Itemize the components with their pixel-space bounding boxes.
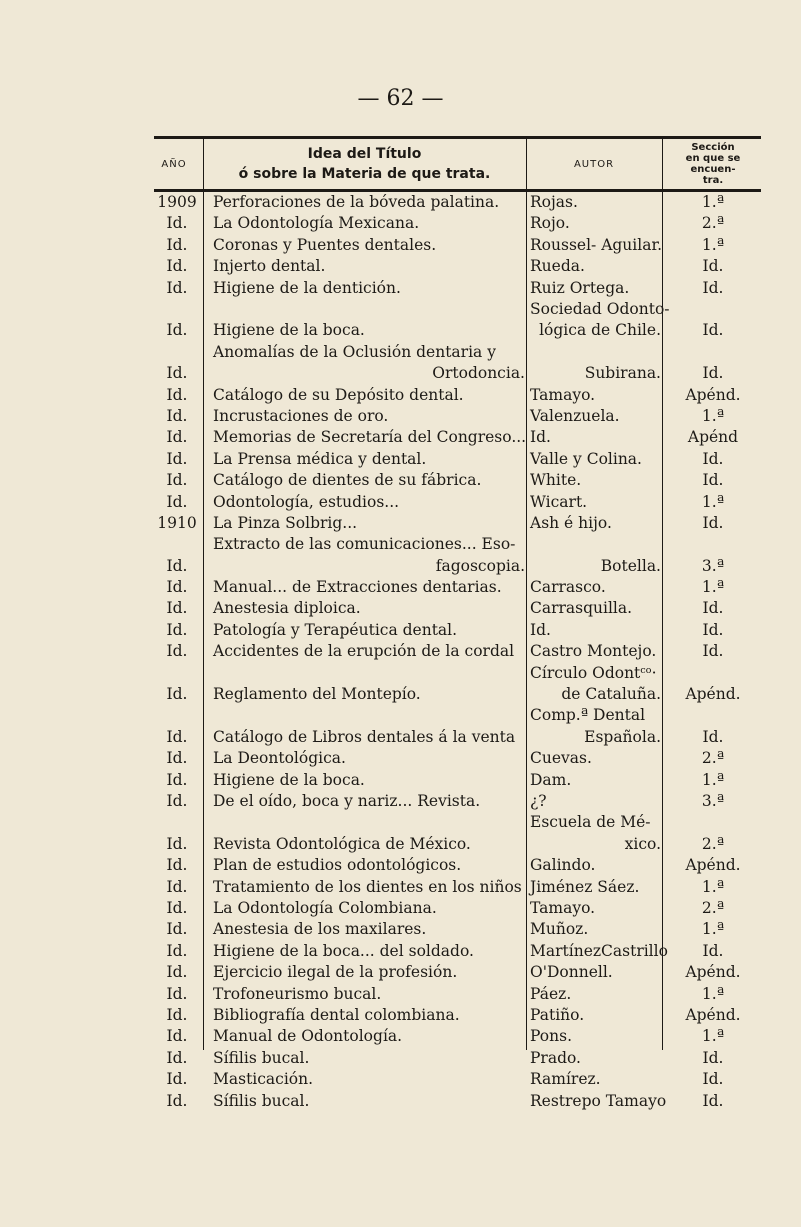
cell-section: 2.ª — [701, 749, 725, 768]
cell-title — [213, 984, 525, 1005]
cell-title — [213, 641, 525, 662]
table-row — [0, 598, 801, 619]
cell-author — [530, 598, 661, 619]
cell-author-line: Rojas. — [530, 193, 578, 211]
cell-year: Id. — [166, 642, 188, 661]
cell-author-line: O'Donnell. — [530, 963, 613, 982]
cell-year: Id. — [166, 214, 188, 233]
cell-author-line: Prado. — [530, 1048, 581, 1067]
table-row — [0, 213, 801, 234]
cell-section: 1.ª — [701, 877, 725, 896]
cell-year: Id. — [166, 257, 188, 276]
table-row — [0, 513, 801, 534]
cell-author-line — [530, 342, 661, 363]
cell-section: Id. — [702, 1070, 724, 1089]
cell-title — [213, 213, 525, 234]
cell-title-line: Catálogo de Libros dentales á la venta — [213, 727, 516, 746]
cell-year: Id. — [166, 578, 188, 597]
cell-section: Id. — [702, 1091, 724, 1110]
table-row — [0, 1026, 801, 1047]
cell-section: Id. — [702, 1048, 724, 1067]
cell-section: Id. — [702, 278, 724, 297]
cell-section: 1.ª — [701, 193, 725, 211]
cell-author — [530, 791, 661, 812]
cell-author-line: Tamayo. — [530, 898, 596, 917]
cell-title — [213, 513, 525, 534]
cell-section: Id. — [702, 642, 724, 661]
cell-year: Id. — [166, 792, 188, 811]
cell-section: Id. — [702, 449, 724, 468]
cell-title — [213, 898, 525, 919]
cell-title-line: Sífilis bucal. — [213, 1048, 310, 1067]
cell-title-line: Trofoneurismo bucal. — [213, 984, 382, 1003]
cell-year: Id. — [166, 364, 188, 383]
table-row — [0, 641, 801, 662]
cell-author — [530, 235, 661, 256]
cell-author — [530, 984, 661, 1005]
cell-year: Id. — [166, 1048, 188, 1067]
cell-title — [213, 1091, 525, 1112]
cell-author-line: Rueda. — [530, 257, 585, 276]
cell-author-line: xico. — [624, 834, 661, 853]
cell-author — [530, 1005, 661, 1026]
cell-author-line: Escuela de Mé- — [530, 813, 651, 832]
cell-title-line: Ortodoncia. — [432, 364, 525, 383]
cell-author — [530, 534, 661, 577]
header-year: AÑO — [161, 158, 187, 170]
cell-section: 1.ª — [701, 920, 725, 939]
cell-title-line: Bibliografía dental colombiana. — [213, 1005, 460, 1024]
cell-year: Id. — [166, 856, 188, 875]
cell-title-line: La Odontología Colombiana. — [213, 898, 437, 917]
cell-year: Id. — [166, 749, 188, 768]
cell-author-line — [530, 534, 661, 555]
cell-year: Id. — [166, 770, 188, 789]
cell-author-line: Jiménez Sáez. — [530, 877, 640, 896]
cell-title — [213, 684, 525, 705]
cell-title — [213, 427, 525, 448]
cell-section: Apénd. — [685, 1005, 741, 1024]
cell-section: Apénd. — [685, 385, 741, 404]
table-row — [0, 877, 801, 898]
cell-author — [530, 812, 661, 855]
table-row — [0, 492, 801, 513]
cell-author-line: Valle y Colina. — [530, 449, 642, 468]
cell-author-line: Id. — [530, 428, 551, 447]
cell-section: Apénd. — [685, 685, 741, 704]
cell-year: 1909 — [157, 193, 197, 211]
cell-title-line: Revista Odontológica de México. — [213, 834, 471, 853]
table-row — [0, 534, 801, 577]
table-row — [0, 192, 801, 213]
cell-title-line: Higiene de la dentición. — [213, 278, 401, 297]
cell-author-line: Sociedad Odonto- — [530, 299, 670, 318]
cell-year: Id. — [166, 984, 188, 1003]
cell-title — [213, 192, 525, 213]
cell-author — [530, 213, 661, 234]
cell-author-line: ¿? — [530, 792, 547, 811]
table-row — [0, 299, 801, 342]
header-section-line: encuen- — [690, 164, 736, 175]
cell-title — [213, 620, 525, 641]
header-section — [663, 140, 763, 188]
cell-title-line: Sífilis bucal. — [213, 1091, 310, 1110]
table-row — [0, 620, 801, 641]
cell-author-line: Carrasco. — [530, 578, 606, 597]
cell-title — [213, 919, 525, 940]
cell-title-line: Reglamento del Montepío. — [213, 685, 421, 704]
cell-author — [530, 641, 661, 662]
cell-author — [530, 192, 661, 213]
cell-author — [530, 770, 661, 791]
cell-author-line: Patiño. — [530, 1005, 585, 1024]
cell-author — [530, 513, 661, 534]
cell-author-line: Dam. — [530, 770, 572, 789]
cell-title — [213, 962, 525, 983]
cell-year: Id. — [166, 1070, 188, 1089]
cell-year: Id. — [166, 620, 188, 639]
cell-author — [530, 577, 661, 598]
cell-title-line: Higiene de la boca. — [213, 321, 365, 340]
cell-author-line: Carrasquilla. — [530, 599, 633, 618]
cell-title-line: Catálogo de dientes de su fábrica. — [213, 471, 482, 490]
cell-title — [213, 406, 525, 427]
cell-section: 1.ª — [701, 578, 725, 597]
cell-title — [213, 470, 525, 491]
cell-year: Id. — [166, 920, 188, 939]
header-section-line: en que se — [685, 153, 741, 164]
cell-title — [213, 791, 525, 812]
cell-author — [530, 256, 661, 277]
cell-author — [530, 449, 661, 470]
cell-year: Id. — [166, 963, 188, 982]
cell-title — [213, 1026, 525, 1047]
cell-title — [213, 256, 525, 277]
table-row — [0, 705, 801, 748]
cell-author — [530, 299, 670, 342]
cell-section: 3.ª — [701, 792, 725, 811]
cell-title-line: Injerto dental. — [213, 257, 326, 276]
cell-title-line: La Pinza Solbrig... — [213, 513, 358, 532]
cell-title-line: Anestesia diploica. — [213, 599, 361, 618]
cell-title — [213, 1069, 525, 1090]
cell-author — [530, 342, 661, 385]
header-title — [204, 140, 525, 188]
table-row — [0, 1005, 801, 1026]
cell-year: Id. — [166, 321, 188, 340]
cell-section: Id. — [702, 599, 724, 618]
cell-title — [213, 278, 525, 299]
cell-author-line: Ash é hijo. — [530, 513, 612, 532]
page-number: — 62 — — [357, 86, 444, 111]
cell-title — [213, 342, 525, 385]
cell-author — [530, 705, 661, 748]
cell-title — [213, 235, 525, 256]
cell-year: Id. — [166, 834, 188, 853]
cell-author-line: Cuevas. — [530, 749, 592, 768]
cell-author-line: Botella. — [600, 556, 661, 575]
cell-year: Id. — [166, 1027, 188, 1046]
cell-author-line: Páez. — [530, 984, 572, 1003]
cell-title-line: La Odontología Mexicana. — [213, 214, 420, 233]
cell-author — [530, 1048, 661, 1069]
table-row — [0, 1069, 801, 1090]
cell-author — [530, 492, 661, 513]
cell-year: Id. — [166, 406, 188, 425]
cell-section: 2.ª — [701, 214, 725, 233]
header-title-line: ó sobre la Materia de que trata. — [238, 166, 491, 182]
cell-title — [213, 598, 525, 619]
table-row — [0, 1048, 801, 1069]
table-row — [0, 470, 801, 491]
cell-year: Id. — [166, 385, 188, 404]
table-row — [0, 577, 801, 598]
cell-author-line: Pons. — [530, 1027, 572, 1046]
cell-title-line: Manual de Odontología. — [213, 1027, 403, 1046]
cell-section: Id. — [702, 620, 724, 639]
cell-title-line: Ejercicio ilegal de la profesión. — [213, 963, 458, 982]
cell-author-line: Círculo Odontᶜᵒ· — [530, 663, 657, 682]
cell-author-line: lógica de Chile. — [539, 321, 661, 340]
cell-title — [213, 449, 525, 470]
table-body — [0, 192, 801, 1112]
header-section-line: tra. — [702, 175, 724, 186]
cell-title-line: Memorias de Secretaría del Congreso... — [213, 428, 527, 447]
cell-author — [530, 748, 661, 769]
cell-author-line: Castro Montejo. — [530, 642, 657, 661]
cell-section: Id. — [702, 364, 724, 383]
cell-section: 1.ª — [701, 770, 725, 789]
cell-author — [530, 470, 661, 491]
cell-section: Apénd — [687, 428, 739, 447]
table-row — [0, 791, 801, 812]
cell-author — [530, 1026, 661, 1047]
cell-title-line: Masticación. — [213, 1070, 314, 1089]
cell-author — [530, 385, 661, 406]
cell-year: Id. — [166, 235, 188, 254]
table-row — [0, 1091, 801, 1112]
header-title-line: Idea del Título — [307, 146, 422, 162]
cell-author-line: Tamayo. — [530, 385, 596, 404]
table-row — [0, 663, 801, 706]
table-row — [0, 919, 801, 940]
cell-author-line: Id. — [530, 620, 551, 639]
cell-title-line: Accidentes de la erupción de la cordal — [213, 642, 515, 661]
cell-section: Id. — [702, 513, 724, 532]
header-author: AUTOR — [573, 158, 615, 170]
cell-year: Id. — [166, 1091, 188, 1110]
cell-title-line: Coronas y Puentes dentales. — [213, 235, 437, 254]
cell-author — [530, 663, 661, 706]
cell-author — [530, 406, 661, 427]
cell-title-line: Odontología, estudios... — [213, 492, 400, 511]
cell-title — [213, 577, 525, 598]
cell-author-line: MartínezCastrillo — [530, 941, 668, 960]
cell-title-line: Patología y Terapéutica dental. — [213, 620, 458, 639]
cell-year: Id. — [166, 685, 188, 704]
table-row — [0, 812, 801, 855]
cell-author — [530, 898, 661, 919]
cell-title — [213, 727, 525, 748]
cell-title — [213, 748, 525, 769]
table-row — [0, 427, 801, 448]
cell-author-line: Roussel- Aguilar. — [530, 235, 663, 254]
cell-section: Id. — [702, 941, 724, 960]
cell-author — [530, 620, 661, 641]
cell-title-line: Higiene de la boca... del soldado. — [213, 941, 474, 960]
cell-author-line: Wicart. — [530, 492, 588, 511]
cell-section: 1.ª — [701, 984, 725, 1003]
table-row — [0, 770, 801, 791]
cell-author — [530, 427, 661, 448]
cell-section: 1.ª — [701, 406, 725, 425]
cell-title — [213, 877, 525, 898]
cell-title-line: Extracto de las comunicaciones... Eso- — [213, 535, 516, 554]
table-row — [0, 962, 801, 983]
cell-author-line: Rojo. — [530, 214, 570, 233]
cell-title-line: Anomalías de la Oclusión dentaria y — [213, 342, 496, 361]
cell-title-line: Manual... de Extracciones dentarias. — [213, 578, 502, 597]
cell-section: Id. — [702, 471, 724, 490]
cell-section: 3.ª — [701, 556, 725, 575]
cell-year: Id. — [166, 449, 188, 468]
cell-author — [530, 941, 668, 962]
cell-year: Id. — [166, 492, 188, 511]
cell-author-line: Restrepo Tamayo — [530, 1091, 667, 1110]
cell-section: Id. — [702, 727, 724, 746]
table-row — [0, 941, 801, 962]
cell-title-line: Incrustaciones de oro. — [213, 406, 389, 425]
table-row — [0, 449, 801, 470]
table-row — [0, 984, 801, 1005]
cell-title-line: fagoscopia. — [435, 556, 525, 575]
cell-author — [530, 278, 661, 299]
table-row — [0, 256, 801, 277]
cell-title-line: Perforaciones de la bóveda palatina. — [213, 193, 500, 211]
table-row — [0, 855, 801, 876]
table-row — [0, 898, 801, 919]
cell-author-line: Subirana. — [584, 364, 661, 383]
cell-author-line: de Cataluña. — [561, 685, 661, 704]
cell-author — [530, 962, 661, 983]
cell-title — [213, 534, 525, 577]
cell-title-line: Anestesia de los maxilares. — [213, 920, 427, 939]
cell-title — [213, 941, 525, 962]
cell-title — [213, 385, 525, 406]
cell-section: 2.ª — [701, 834, 725, 853]
cell-year: Id. — [166, 428, 188, 447]
cell-author-line: Comp.ª Dental — [530, 706, 646, 725]
cell-author — [530, 1069, 661, 1090]
cell-title — [213, 320, 525, 341]
cell-year: Id. — [166, 556, 188, 575]
cell-year: Id. — [166, 278, 188, 297]
cell-title-line: De el oído, boca y nariz... Revista. — [213, 792, 481, 811]
cell-year: Id. — [166, 941, 188, 960]
cell-title — [213, 492, 525, 513]
cell-year: Id. — [166, 599, 188, 618]
cell-title-line: Tratamiento de los dientes en los niños — [213, 877, 522, 896]
cell-author-line: Ruiz Ortega. — [530, 278, 630, 297]
cell-title-line: La Deontológica. — [213, 749, 346, 768]
cell-author — [530, 919, 661, 940]
table-row — [0, 748, 801, 769]
cell-year: Id. — [166, 727, 188, 746]
cell-section: 2.ª — [701, 898, 725, 917]
cell-section: Id. — [702, 257, 724, 276]
cell-author-line: Ramírez. — [530, 1070, 601, 1089]
cell-title — [213, 834, 525, 855]
cell-author — [530, 877, 661, 898]
cell-section: Apénd. — [685, 856, 741, 875]
cell-author — [530, 855, 661, 876]
cell-title-line: Catálogo de su Depósito dental. — [213, 385, 464, 404]
cell-author-line: Muñoz. — [530, 920, 589, 939]
header-section-line: Sección — [691, 142, 735, 153]
cell-author-line: White. — [530, 471, 582, 490]
cell-section: 1.ª — [701, 235, 725, 254]
cell-title — [213, 855, 525, 876]
cell-title — [213, 1048, 525, 1069]
cell-section: 1.ª — [701, 1027, 725, 1046]
table-row — [0, 406, 801, 427]
cell-year: Id. — [166, 898, 188, 917]
cell-year: 1910 — [157, 513, 197, 532]
table-top-rule — [154, 136, 761, 139]
cell-author — [530, 1091, 667, 1112]
table-row — [0, 342, 801, 385]
cell-title — [213, 770, 525, 791]
cell-section: Apénd. — [685, 963, 741, 982]
cell-author-line: Española. — [584, 727, 661, 746]
cell-year: Id. — [166, 877, 188, 896]
cell-title-line: Higiene de la boca. — [213, 770, 365, 789]
cell-year: Id. — [166, 471, 188, 490]
cell-section: 1.ª — [701, 492, 725, 511]
cell-author-line: Valenzuela. — [530, 406, 620, 425]
cell-title-line: Plan de estudios odontológicos. — [213, 856, 462, 875]
cell-title — [213, 1005, 525, 1026]
table-row — [0, 385, 801, 406]
table-row — [0, 235, 801, 256]
cell-author-line: Galindo. — [530, 856, 596, 875]
cell-year: Id. — [166, 1005, 188, 1024]
cell-title-line: La Prensa médica y dental. — [213, 449, 427, 468]
table-row — [0, 278, 801, 299]
cell-section: Id. — [702, 321, 724, 340]
